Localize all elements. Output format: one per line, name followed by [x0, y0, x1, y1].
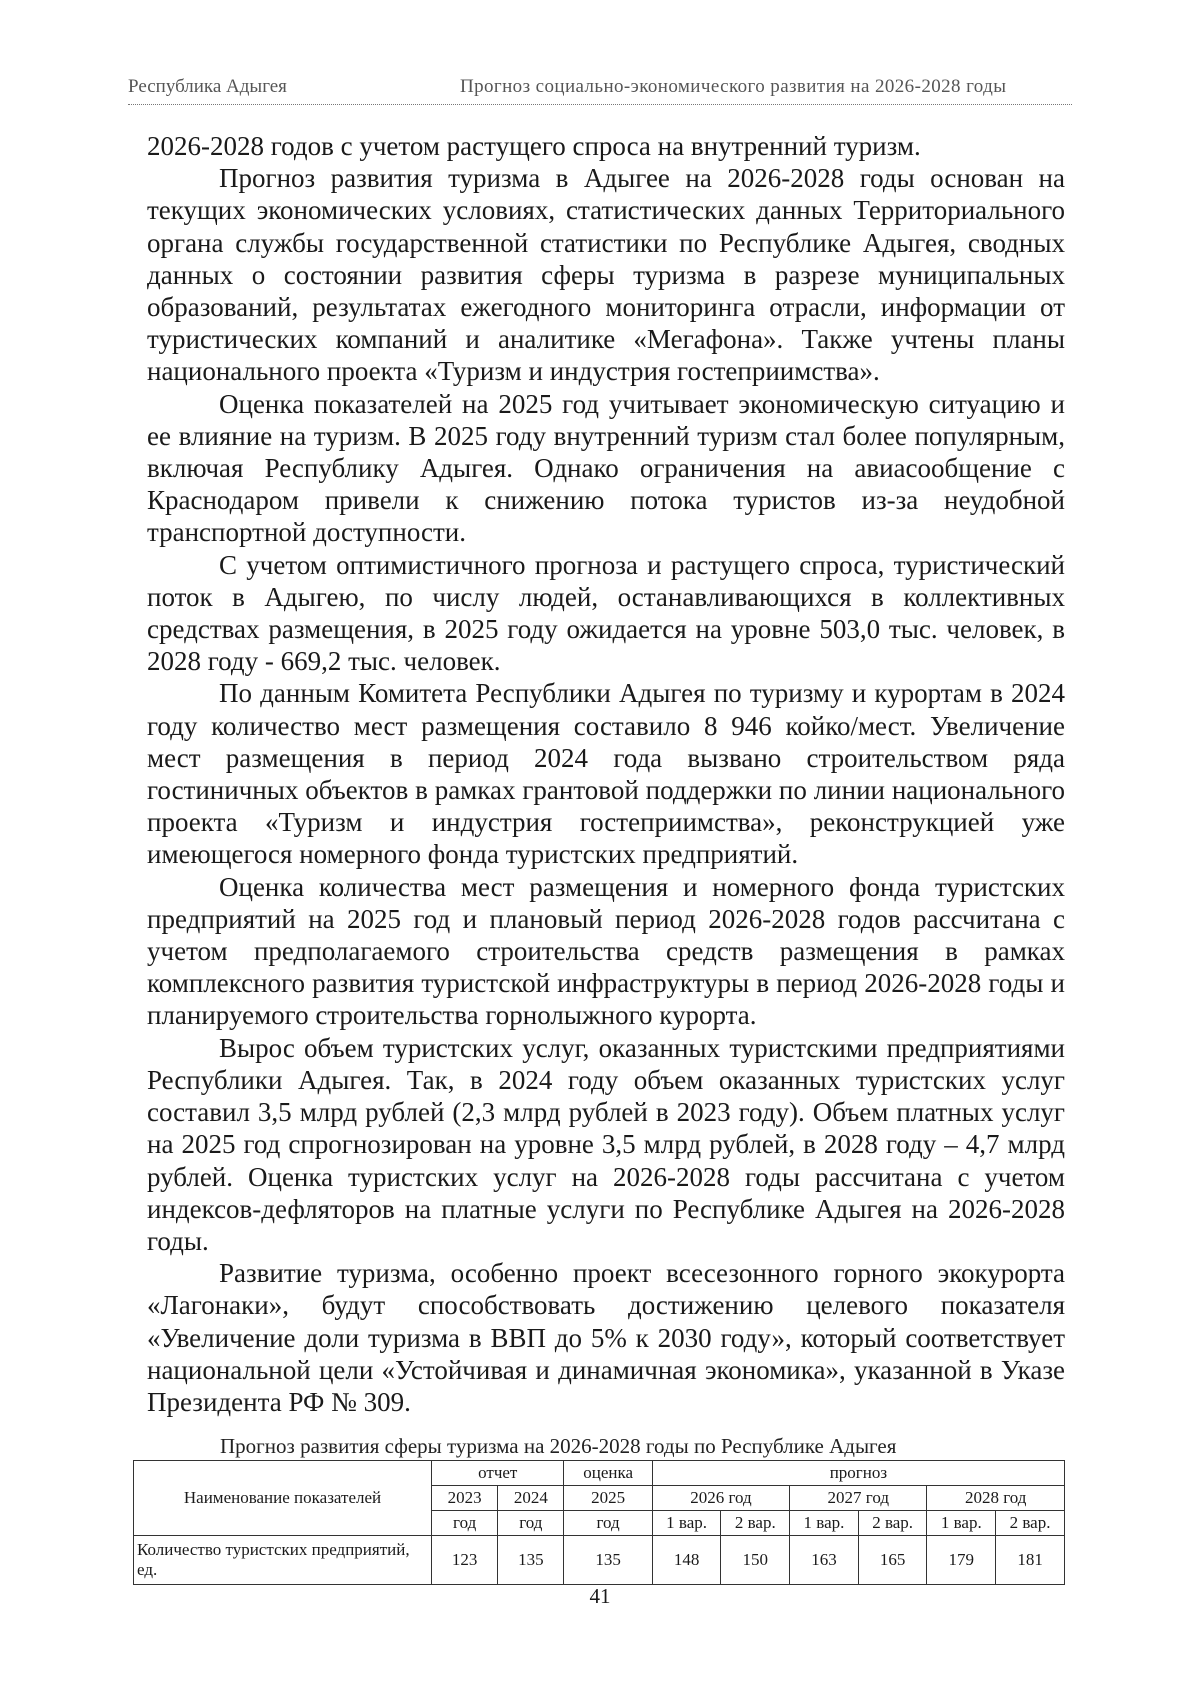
header-variant-1: 1 вар.: [790, 1511, 859, 1536]
header-year-2028: 2028 год: [927, 1486, 1065, 1511]
header-report: отчет: [432, 1461, 564, 1486]
cell-2028-var2: 181: [996, 1536, 1065, 1585]
paragraph-forecast-basis: Прогноз развития туризма в Адыгее на 2026-2028 годы основан на текущих экономических условиях, статистических данных Территориального органа службы государственной статистики по Республике Адыгея, сводных данных о состоянии развития сферы туризма в разрезе муниципальных образований, результатах ежегодного мониторинга отрасли, информации от туристических компаний и аналитике «Мегафона». Также учтены планы национального проекта «Туризм и индустрия гостеприимства».: [147, 163, 1065, 387]
cell-2027-var1: 163: [790, 1536, 859, 1585]
header-variant-1: 1 вар.: [927, 1511, 996, 1536]
paragraph-room-fund: Оценка количества мест размещения и номерного фонда туристских предприятий на 2025 год и плановый период 2026-2028 годов рассчитана с учетом предполагаемого строительства средств размещения в рамках комплексного развития туристской инфраструктуры в период 2026-2028 годы и планируемого строительства горнолыжного курорта.: [147, 871, 1065, 1031]
header-year-2023: 2023: [432, 1486, 498, 1511]
forecast-table: [133, 1460, 1065, 1585]
header-year-word: год: [432, 1511, 498, 1536]
paragraph-tourist-flow: С учетом оптимистичного прогноза и растущего спроса, туристический поток в Адыгею, по числу людей, останавливающихся в коллективных средствах размещения, в 2025 году ожидается на уровне 503,0 тыс. человек, в 2028 году - 669,2 тыс. человек.: [147, 549, 1065, 677]
row-label: Количество туристских предприятий, ед.: [134, 1536, 432, 1585]
table-row: [134, 1536, 1065, 1585]
paragraph-services-volume: Вырос объем туристских услуг, оказанных туристскими предприятиями Республики Адыгея. Так, в 2024 году объем оказанных туристских услуг составил 3,5 млрд рублей (2,3 млрд рублей в 2023 году). Объем платных услуг на 2025 год спрогнозирован на уровне 3,5 млрд рублей, в 2028 году – 4,7 млрд рублей. Оценка туристских услуг на 2026-2028 годы рассчитана с учетом индексов-дефляторов на платные услуги по Республике Адыгея на 2026-2028 годы.: [147, 1032, 1065, 1256]
header-estimate: оценка: [564, 1461, 652, 1486]
header-forecast: прогноз: [652, 1461, 1064, 1486]
header-variant-2: 2 вар.: [996, 1511, 1065, 1536]
header-year-word: год: [498, 1511, 564, 1536]
header-document-title: Прогноз социально-экономического развития на 2026-2028 годы: [460, 76, 1007, 97]
header-year-2025: 2025: [564, 1486, 652, 1511]
header-year-2026: 2026 год: [652, 1486, 789, 1511]
paragraph-accommodation: По данным Комитета Республики Адыгея по туризму и курортам в 2024 году количество мест размещения составило 8 946 койко/мест. Увеличение мест размещения в период 2024 года вызвано строительством ряда гостиничных объектов в рамках грантовой поддержки по линии национального проекта «Туризм и индустрия гостеприимства», реконструкцией уже имеющегося номерного фонда туристских предприятий.: [147, 678, 1065, 870]
table-caption: Прогноз развития сферы туризма на 2026-2028 годы по Республике Адыгея: [220, 1434, 897, 1458]
header-variant-1: 1 вар.: [652, 1511, 721, 1536]
cell-2027-var2: 165: [858, 1536, 927, 1585]
paragraph-continuation: 2026-2028 годов с учетом растущего спроса на внутренний туризм.: [147, 131, 921, 161]
body-text: [147, 130, 1065, 1418]
cell-2028-var1: 179: [927, 1536, 996, 1585]
header-year-2027: 2027 год: [790, 1486, 927, 1511]
cell-2026-var1: 148: [652, 1536, 721, 1585]
cell-2023: 123: [432, 1536, 498, 1585]
page-number: 41: [589, 1584, 611, 1608]
header-variant-2: 2 вар.: [721, 1511, 790, 1536]
header-year-2024: 2024: [498, 1486, 564, 1511]
paragraph-2025-estimate: Оценка показателей на 2025 год учитывает экономическую ситуацию и ее влияние на туризм. В 2025 году внутренний туризм стал более популярным, включая Республику Адыгея. Однако ограничения на авиасообщение с Краснодаром привели к снижению потока туристов из-за неудобной транспортной доступности.: [147, 388, 1065, 548]
header-year-word: год: [564, 1511, 652, 1536]
cell-2024: 135: [498, 1536, 564, 1585]
header-region-name: Республика Адыгея: [128, 76, 287, 97]
cell-2026-var2: 150: [721, 1536, 790, 1585]
table-header-row-groups: [134, 1461, 1065, 1486]
running-header: [128, 74, 1072, 105]
cell-2025: 135: [564, 1536, 652, 1585]
header-indicator-name: Наименование показателей: [134, 1461, 432, 1536]
paragraph-lagonaki: Развитие туризма, особенно проект всесезонного горного экокурорта «Лагонаки», будут способствовать достижению целевого показателя «Увеличение доли туризма в ВВП до 5% к 2030 году», который соответствует национальной цели «Устойчивая и динамичная экономика», указанной в Указе Президента РФ № 309.: [147, 1258, 1065, 1417]
header-variant-2: 2 вар.: [858, 1511, 927, 1536]
